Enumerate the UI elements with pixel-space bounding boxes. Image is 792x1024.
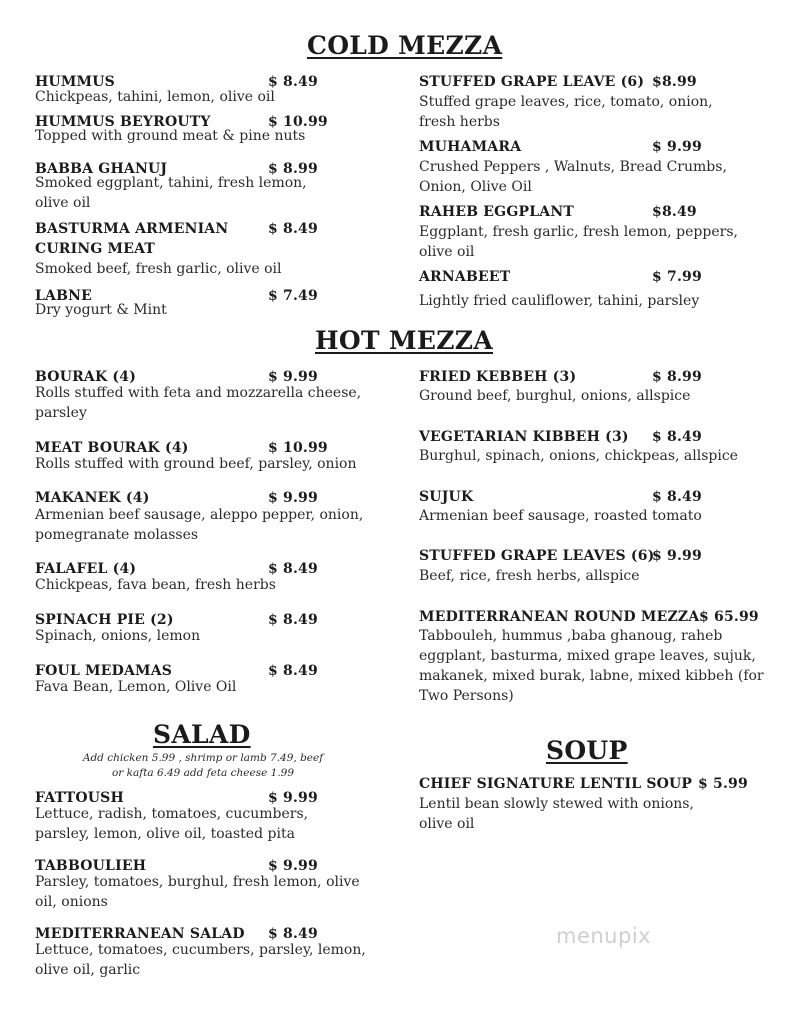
- item-price: $ 8.49: [652, 489, 702, 505]
- item-name: MUHAMARA: [419, 139, 522, 155]
- item-description: Spinach, onions, lemon: [35, 628, 201, 644]
- hot-mezza-heading: HOT MEZZA: [315, 326, 494, 355]
- cold-mezza-heading: COLD MEZZA: [307, 31, 503, 60]
- item-price: $ 8.49: [652, 429, 702, 445]
- item-name: MEDITERRANEAN ROUND MEZZA: [419, 609, 700, 625]
- item-name: FATTOUSH: [35, 790, 124, 806]
- item-price: $ 10.99: [268, 440, 328, 456]
- item-description: Beef, rice, fresh herbs, allspice: [419, 568, 640, 584]
- item-name: LABNE: [35, 288, 93, 304]
- item-description: Rolls stuffed with feta and mozzarella cheese, parsley: [35, 385, 362, 421]
- item-name: CHIEF SIGNATURE LENTIL SOUP: [419, 776, 693, 792]
- item-price: $ 9.99: [268, 490, 318, 506]
- item-name: FALAFEL (4): [35, 561, 137, 577]
- salad-heading: SALAD: [153, 720, 251, 749]
- item-price: $ 9.99: [268, 858, 318, 874]
- item-description: Topped with ground meat & pine nuts: [35, 128, 306, 144]
- item-name: STUFFED GRAPE LEAVES (6): [419, 548, 655, 564]
- item-description: Lettuce, radish, tomatoes, cucumbers, parsley, lemon, olive oil, toasted pita: [35, 806, 309, 842]
- item-description: Lettuce, tomatoes, cucumbers, parsley, lemon, olive oil, garlic: [35, 942, 366, 978]
- item-price: $ 8.49: [268, 663, 318, 679]
- item-description: Chickpeas, fava bean, fresh herbs: [35, 577, 276, 593]
- item-description: Stuffed grape leaves, rice, tomato, onion, fresh herbs: [419, 94, 713, 130]
- item-price: $ 7.99: [652, 269, 702, 285]
- item-description: Burghul, spinach, onions, chickpeas, allspice: [419, 448, 738, 464]
- item-price: $ 8.99: [268, 161, 318, 177]
- item-name: MAKANEK (4): [35, 490, 150, 506]
- item-price: $ 9.99: [652, 548, 702, 564]
- item-price: $ 65.99: [699, 609, 759, 625]
- item-description: Parsley, tomatoes, burghul, fresh lemon, olive oil, onions: [35, 874, 360, 910]
- item-description: Smoked eggplant, tahini, fresh lemon, olive oil: [35, 175, 307, 211]
- item-name: VEGETARIAN KIBBEH (3): [419, 429, 629, 445]
- item-price: $ 8.49: [268, 612, 318, 628]
- item-name: BASTURMA ARMENIAN CURING MEAT: [35, 221, 229, 257]
- item-price: $8.99: [652, 74, 697, 90]
- item-name: ARNABEET: [419, 269, 511, 285]
- item-name: BOURAK (4): [35, 369, 137, 385]
- item-description: Dry yogurt & Mint: [35, 302, 167, 318]
- item-name: SPINACH PIE (2): [35, 612, 174, 628]
- item-price: $ 9.99: [268, 790, 318, 806]
- item-description: Lightly fried cauliflower, tahini, parsley: [419, 293, 700, 309]
- item-description: Smoked beef, fresh garlic, olive oil: [35, 261, 282, 277]
- item-name: SUJUK: [419, 489, 474, 505]
- item-price: $ 5.99: [698, 776, 748, 792]
- item-name: TABBOULIEH: [35, 858, 147, 874]
- salad-add-on-note: Add chicken 5.99 , shrimp or lamb 7.49, beef or kafta 6.49 add feta cheese 1.99: [82, 752, 324, 779]
- item-description: Crushed Peppers , Walnuts, Bread Crumbs, Onion, Olive Oil: [419, 159, 727, 195]
- item-name: STUFFED GRAPE LEAVE (6): [419, 74, 645, 90]
- item-description: Eggplant, fresh garlic, fresh lemon, peppers, olive oil: [419, 224, 738, 260]
- item-name: HUMMUS: [35, 74, 115, 90]
- item-description: Ground beef, burghul, onions, allspice: [419, 388, 691, 404]
- menupix-watermark: menupix: [556, 924, 652, 948]
- item-price: $ 9.99: [268, 369, 318, 385]
- item-price: $ 8.49: [268, 926, 318, 942]
- item-price: $ 10.99: [268, 114, 328, 130]
- item-price: $ 8.49: [268, 74, 318, 90]
- item-name: BABBA GHANUJ: [35, 161, 168, 177]
- item-price: $ 8.99: [652, 369, 702, 385]
- item-description: Tabbouleh, hummus ,baba ghanoug, raheb eggplant, basturma, mixed grape leaves, sujuk, makanek, mixed burak, labne, mixed kibbeh (for Two Persons): [419, 628, 764, 704]
- item-description: Fava Bean, Lemon, Olive Oil: [35, 679, 237, 695]
- item-description: Chickpeas, tahini, lemon, olive oil: [35, 89, 275, 105]
- item-description: Rolls stuffed with ground beef, parsley, onion: [35, 456, 357, 472]
- item-price: $ 9.99: [652, 139, 702, 155]
- item-name: FRIED KEBBEH (3): [419, 369, 577, 385]
- item-description: Armenian beef sausage, roasted tomato: [419, 508, 702, 524]
- item-price: $ 8.49: [268, 561, 318, 577]
- item-name: FOUL MEDAMAS: [35, 663, 173, 679]
- item-description: Armenian beef sausage, aleppo pepper, onion, pomegranate molasses: [35, 507, 364, 543]
- item-price: $ 7.49: [268, 288, 318, 304]
- item-name: MEDITERRANEAN SALAD: [35, 926, 245, 942]
- item-price: $8.49: [652, 204, 697, 220]
- item-name: HUMMUS BEYROUTY: [35, 114, 211, 130]
- item-description: Lentil bean slowly stewed with onions, olive oil: [419, 796, 694, 832]
- item-name: MEAT BOURAK (4): [35, 440, 189, 456]
- item-name: RAHEB EGGPLANT: [419, 204, 574, 220]
- item-price: $ 8.49: [268, 221, 318, 237]
- soup-heading: SOUP: [546, 736, 628, 765]
